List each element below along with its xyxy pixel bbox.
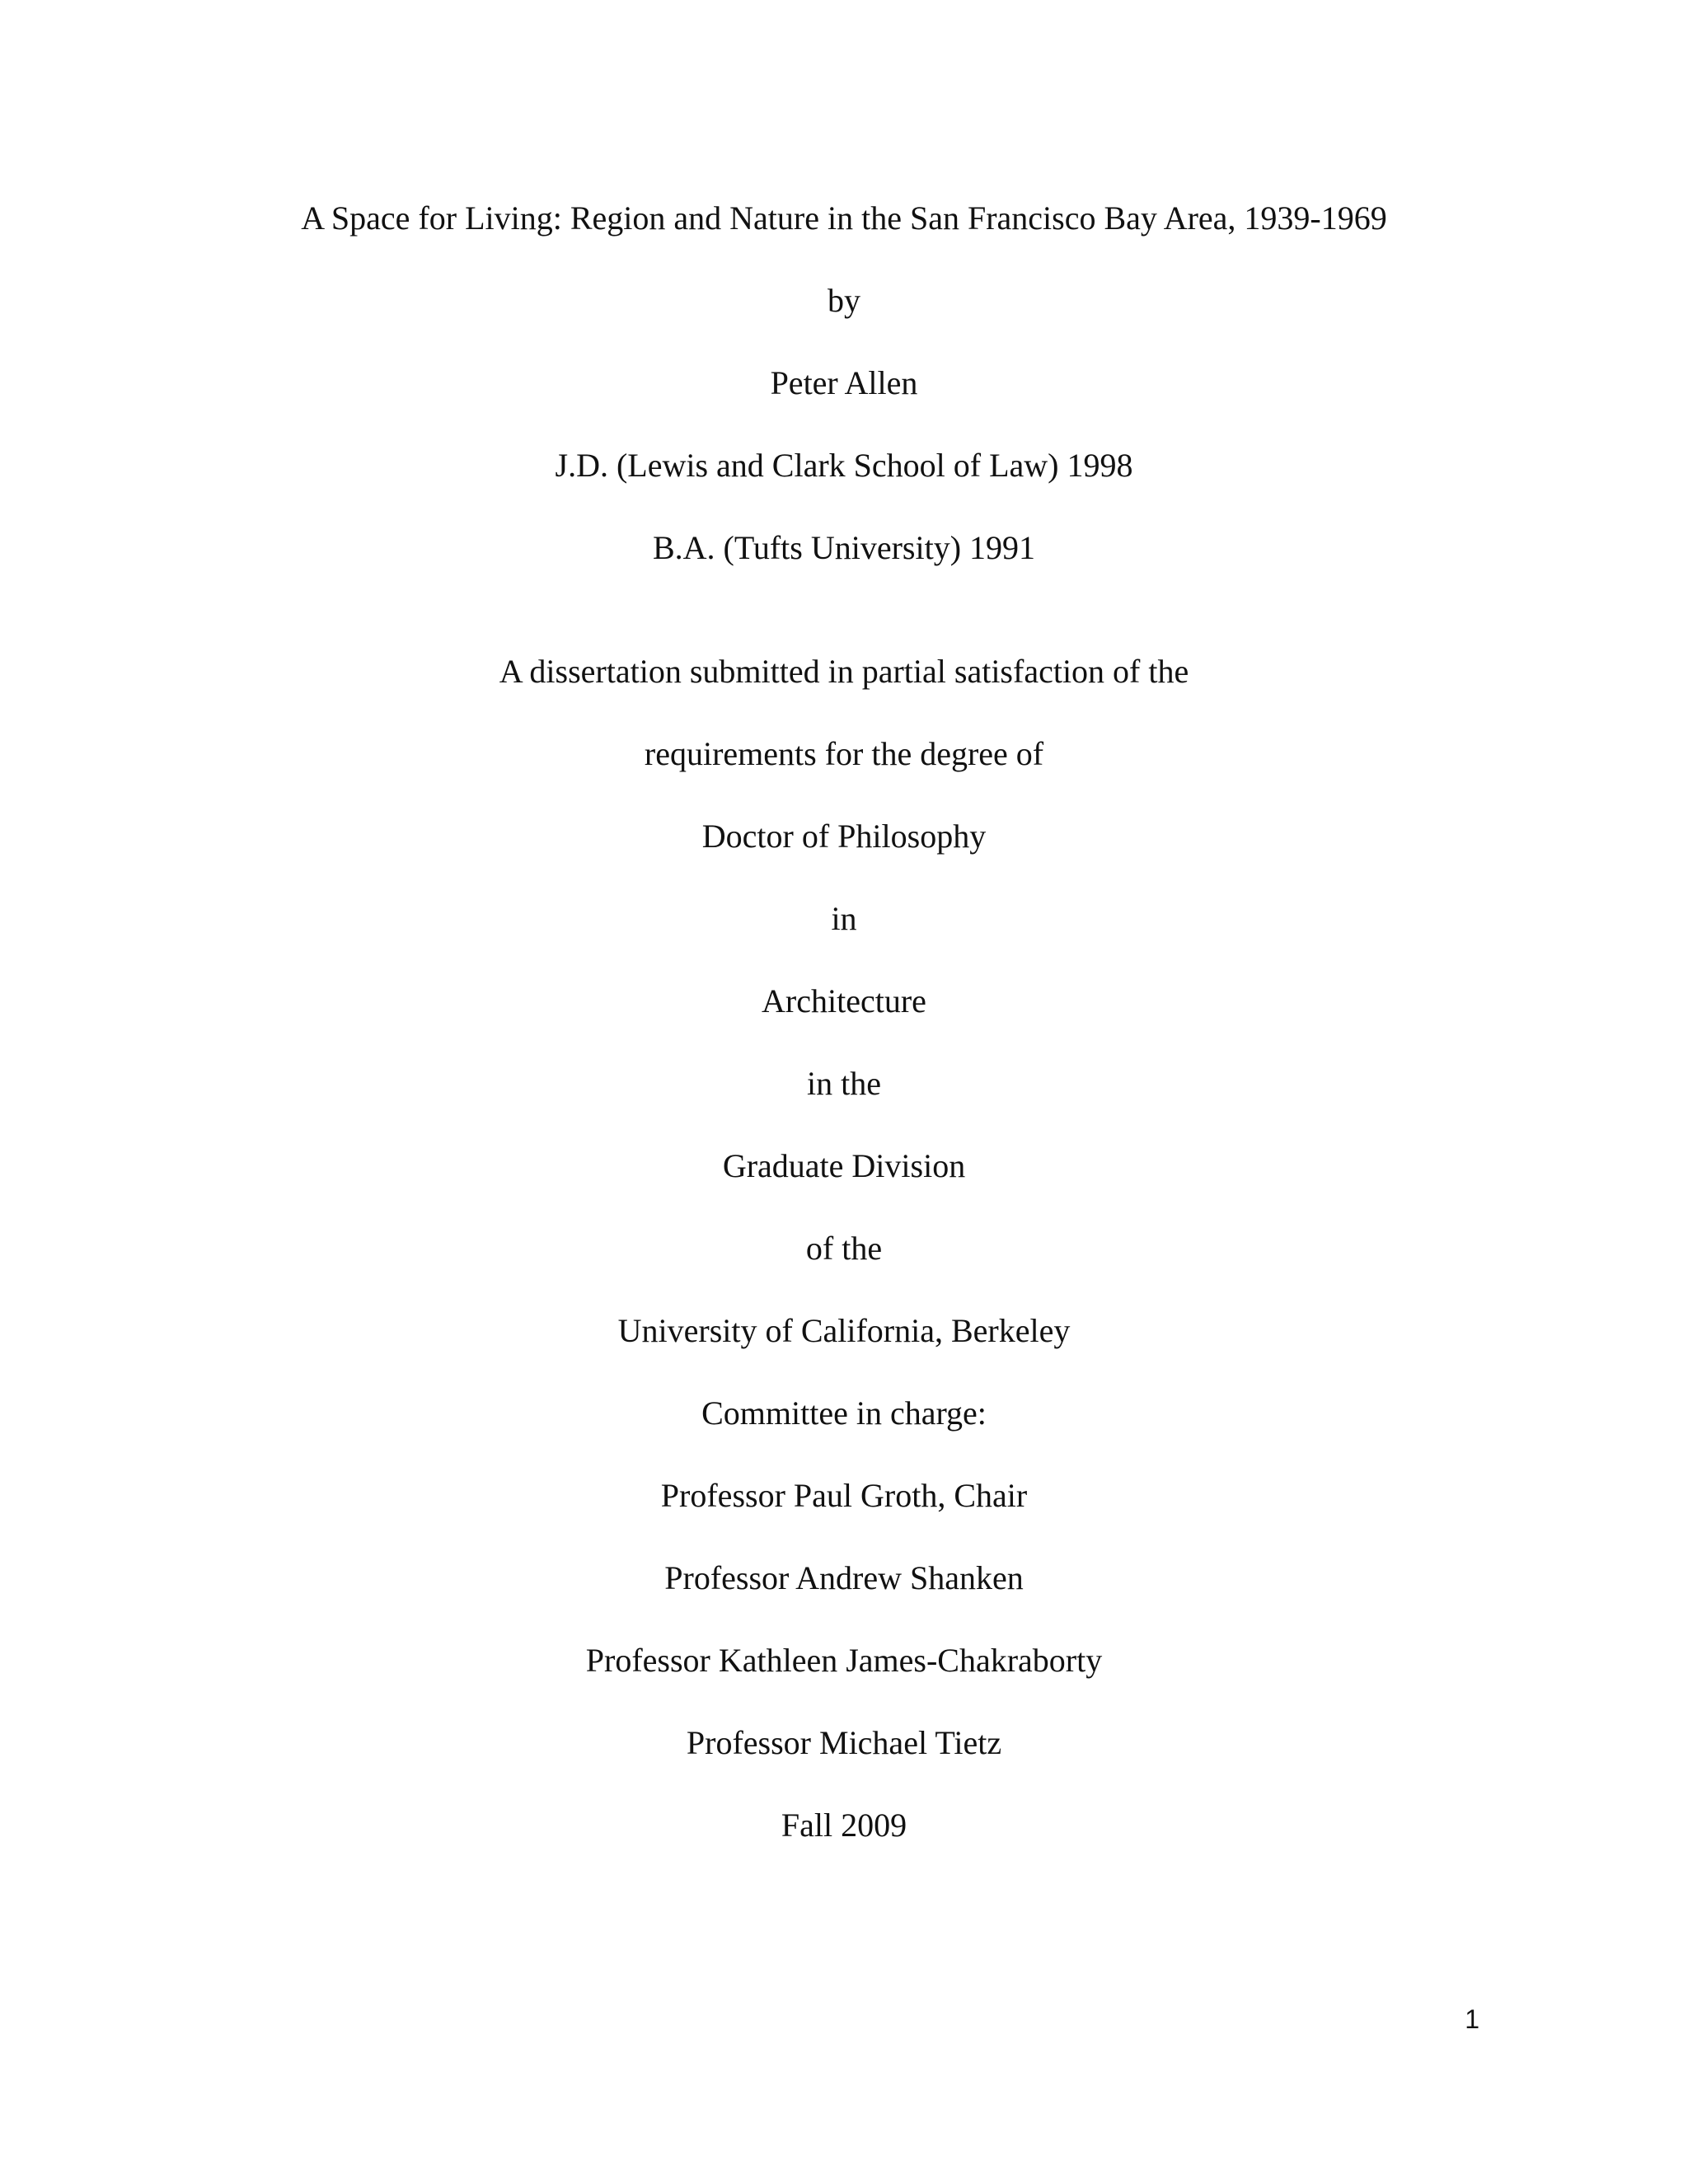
committee-heading: Committee in charge: xyxy=(701,1394,987,1432)
committee-member: Professor Andrew Shanken xyxy=(664,1559,1024,1596)
page-number: 1 xyxy=(1465,2004,1479,2034)
of-the-label: of the xyxy=(805,1230,883,1267)
committee-member: Professor Michael Tietz xyxy=(686,1724,1002,1761)
prior-degree-jd: J.D. (Lewis and Clark School of Law) 1998 xyxy=(555,447,1133,484)
division-name: Graduate Division xyxy=(722,1147,966,1184)
in-label: in xyxy=(831,900,857,937)
statement-line-2: requirements for the degree of xyxy=(644,735,1044,772)
term-date: Fall 2009 xyxy=(781,1807,907,1844)
author-name: Peter Allen xyxy=(770,364,918,401)
prior-degree-ba: B.A. (Tufts University) 1991 xyxy=(652,529,1036,566)
committee-member-chair: Professor Paul Groth, Chair xyxy=(660,1477,1028,1514)
field-of-study: Architecture xyxy=(762,982,926,1019)
degree-sought: Doctor of Philosophy xyxy=(701,818,987,855)
by-label: by xyxy=(828,282,860,319)
statement-line-1: A dissertation submitted in partial satisfaction of the xyxy=(499,653,1189,690)
dissertation-title: A Space for Living: Region and Nature in the San Francisco Bay Area, 1939-1969 xyxy=(301,199,1387,237)
university-name: University of California, Berkeley xyxy=(617,1312,1071,1349)
in-the-label: in the xyxy=(807,1065,881,1102)
committee-member: Professor Kathleen James-Chakraborty xyxy=(585,1642,1103,1679)
